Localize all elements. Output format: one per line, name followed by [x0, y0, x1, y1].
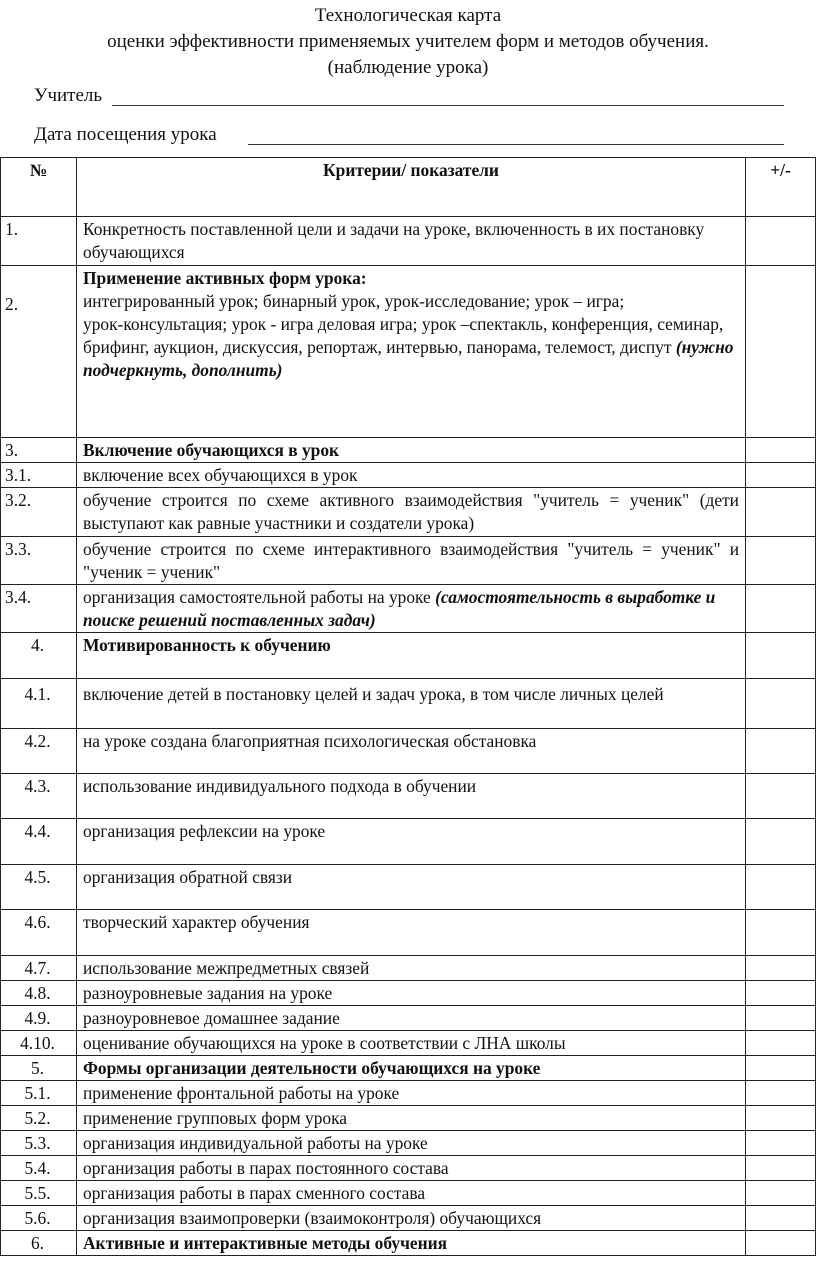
criteria-table [0, 157, 816, 1256]
table-row [1, 266, 816, 438]
mark-cell[interactable] [746, 1131, 816, 1156]
row-criteria: организация работы в парах сменного состава [77, 1181, 746, 1206]
mark-cell[interactable] [746, 1206, 816, 1231]
mark-cell[interactable] [746, 865, 816, 910]
row-criteria: использование индивидуального подхода в обучении [77, 774, 746, 819]
row-number: 3. [1, 438, 77, 463]
row-number: 3.4. [1, 585, 77, 633]
mark-cell[interactable] [746, 1081, 816, 1106]
table-row [1, 1206, 816, 1231]
row-number: 4.4. [1, 819, 77, 865]
row-criteria: обучение строится по схеме активного взаимодействия "учитель = ученик" (дети выступают как равные участники и создатели урока) [77, 488, 746, 537]
mark-cell[interactable] [746, 1156, 816, 1181]
table-row [1, 1231, 816, 1256]
row-text-2 [83, 313, 739, 382]
row-criteria: применение фронтальной работы на уроке [77, 1081, 746, 1106]
mark-cell[interactable] [746, 1006, 816, 1031]
mark-cell[interactable] [746, 774, 816, 819]
row-number: 4.2. [1, 729, 77, 774]
row-number: 5.2. [1, 1106, 77, 1131]
table-row [1, 774, 816, 819]
row-number: 5.5. [1, 1181, 77, 1206]
doc-subtitle: оценки эффективности применяемых учителем форм и методов обучения. [107, 31, 709, 52]
row-number: 5.3. [1, 1131, 77, 1156]
mark-cell[interactable] [746, 1181, 816, 1206]
table-row [1, 679, 816, 729]
mark-cell[interactable] [746, 585, 816, 633]
row-criteria: организация обратной связи [77, 865, 746, 910]
mark-cell[interactable] [746, 266, 816, 438]
row-number: 5. [1, 1056, 77, 1081]
row-criteria: Включение обучающихся в урок [77, 438, 746, 463]
row-number: 4.8. [1, 981, 77, 1006]
date-label: Дата посещения урока [34, 124, 217, 145]
mark-cell[interactable] [746, 1106, 816, 1131]
mark-cell[interactable] [746, 633, 816, 679]
table-row [1, 729, 816, 774]
teacher-label: Учитель [34, 85, 103, 106]
table-row [1, 819, 816, 865]
row-criteria: организация индивидуальной работы на уроке [77, 1131, 746, 1156]
row-criteria: обучение строится по схеме интерактивного взаимодействия "учитель = ученик" и "ученик = ученик" [77, 537, 746, 585]
table-row [1, 1056, 816, 1081]
mark-cell[interactable] [746, 1031, 816, 1056]
row-criteria: разноуровневые задания на уроке [77, 981, 746, 1006]
table-row [1, 438, 816, 463]
row-criteria: оценивание обучающихся на уроке в соответствии с ЛНА школы [77, 1031, 746, 1056]
doc-title: Технологическая карта [314, 5, 502, 26]
row-number: 2. [1, 266, 77, 438]
table-row [1, 633, 816, 679]
row-criteria: включение детей в постановку целей и задач урока, в том числе личных целей [77, 679, 746, 729]
row-criteria: творческий характер обучения [77, 910, 746, 956]
row-title: Применение активных форм урока: [83, 268, 367, 288]
table-row [1, 1106, 816, 1131]
col-header-mark: +/- [746, 158, 816, 217]
table-row [1, 865, 816, 910]
mark-cell[interactable] [746, 981, 816, 1006]
mark-cell[interactable] [746, 1231, 816, 1256]
row-number: 3.1. [1, 463, 77, 488]
row-criteria: Мотивированность к обучению [77, 633, 746, 679]
table-row [1, 956, 816, 981]
table-row [1, 488, 816, 537]
doc-note: (наблюдение урока) [327, 57, 489, 78]
mark-cell[interactable] [746, 819, 816, 865]
mark-cell[interactable] [746, 217, 816, 266]
row-number: 4.6. [1, 910, 77, 956]
mark-cell[interactable] [746, 537, 816, 585]
row-criteria: использование межпредметных связей [77, 956, 746, 981]
row-number: 5.6. [1, 1206, 77, 1231]
table-row [1, 1181, 816, 1206]
table-row [1, 910, 816, 956]
mark-cell[interactable] [746, 910, 816, 956]
table-row [1, 981, 816, 1006]
table-row [1, 1156, 816, 1181]
row-criteria: организация работы в парах постоянного состава [77, 1156, 746, 1181]
row-criteria: разноуровневое домашнее задание [77, 1006, 746, 1031]
row-criteria: Активные и интерактивные методы обучения [77, 1231, 746, 1256]
row-number: 4.5. [1, 865, 77, 910]
row-criteria: на уроке создана благоприятная психологическая обстановка [77, 729, 746, 774]
row-criteria [77, 266, 746, 438]
mark-cell[interactable] [746, 488, 816, 537]
row-criteria: Конкретность поставленной цели и задачи на уроке, включенность в их постановку обучающихся [77, 217, 746, 266]
row-number: 4.7. [1, 956, 77, 981]
row-text: интегрированный урок; бинарный урок, урок-исследование; урок – игра; [83, 291, 625, 311]
row-number: 4.3. [1, 774, 77, 819]
row-number: 4.10. [1, 1031, 77, 1056]
col-header-num: № [1, 158, 77, 217]
row-number: 5.4. [1, 1156, 77, 1181]
row-note: (самостоятельность в выработке и поиске решений поставленных задач) [83, 587, 716, 630]
mark-cell[interactable] [746, 956, 816, 981]
mark-cell[interactable] [746, 1056, 816, 1081]
row-criteria: организация взаимопроверки (взаимоконтроля) обучающихся [77, 1206, 746, 1231]
row-criteria: Формы организации деятельности обучающихся на уроке [77, 1056, 746, 1081]
table-row [1, 1081, 816, 1106]
table-row [1, 585, 816, 633]
table-header-row [1, 158, 816, 217]
table-row [1, 1031, 816, 1056]
row-criteria: применение групповых форм урока [77, 1106, 746, 1131]
mark-cell[interactable] [746, 729, 816, 774]
row-number: 3.2. [1, 488, 77, 537]
row-number: 4. [1, 633, 77, 679]
table-row [1, 537, 816, 585]
row-number: 3.3. [1, 537, 77, 585]
row-number: 5.1. [1, 1081, 77, 1106]
mark-cell[interactable] [746, 463, 816, 488]
date-line [248, 144, 784, 145]
row-number: 6. [1, 1231, 77, 1256]
row-criteria: включение всех обучающихся в урок [77, 463, 746, 488]
row-note: (нужно подчеркнуть, дополнить) [83, 337, 734, 380]
row-criteria [77, 585, 746, 633]
row-text-main: урок-консультация; урок - игра деловая игра; урок –спектакль, конференция, семинар, брифинг, аукцион, дискуссия, репортаж, интервью, панорама, телемост, диспут [83, 314, 724, 357]
row-text: организация самостоятельной работы на уроке [83, 587, 436, 607]
table-row [1, 463, 816, 488]
table-row [1, 1131, 816, 1156]
table-row [1, 1006, 816, 1031]
teacher-line [112, 105, 784, 106]
col-header-criteria: Критерии/ показатели [77, 158, 746, 217]
mark-cell[interactable] [746, 679, 816, 729]
table-row [1, 217, 816, 266]
row-number: 4.1. [1, 679, 77, 729]
mark-cell[interactable] [746, 438, 816, 463]
row-criteria: организация рефлексии на уроке [77, 819, 746, 865]
row-number: 4.9. [1, 1006, 77, 1031]
row-number: 1. [1, 217, 77, 266]
